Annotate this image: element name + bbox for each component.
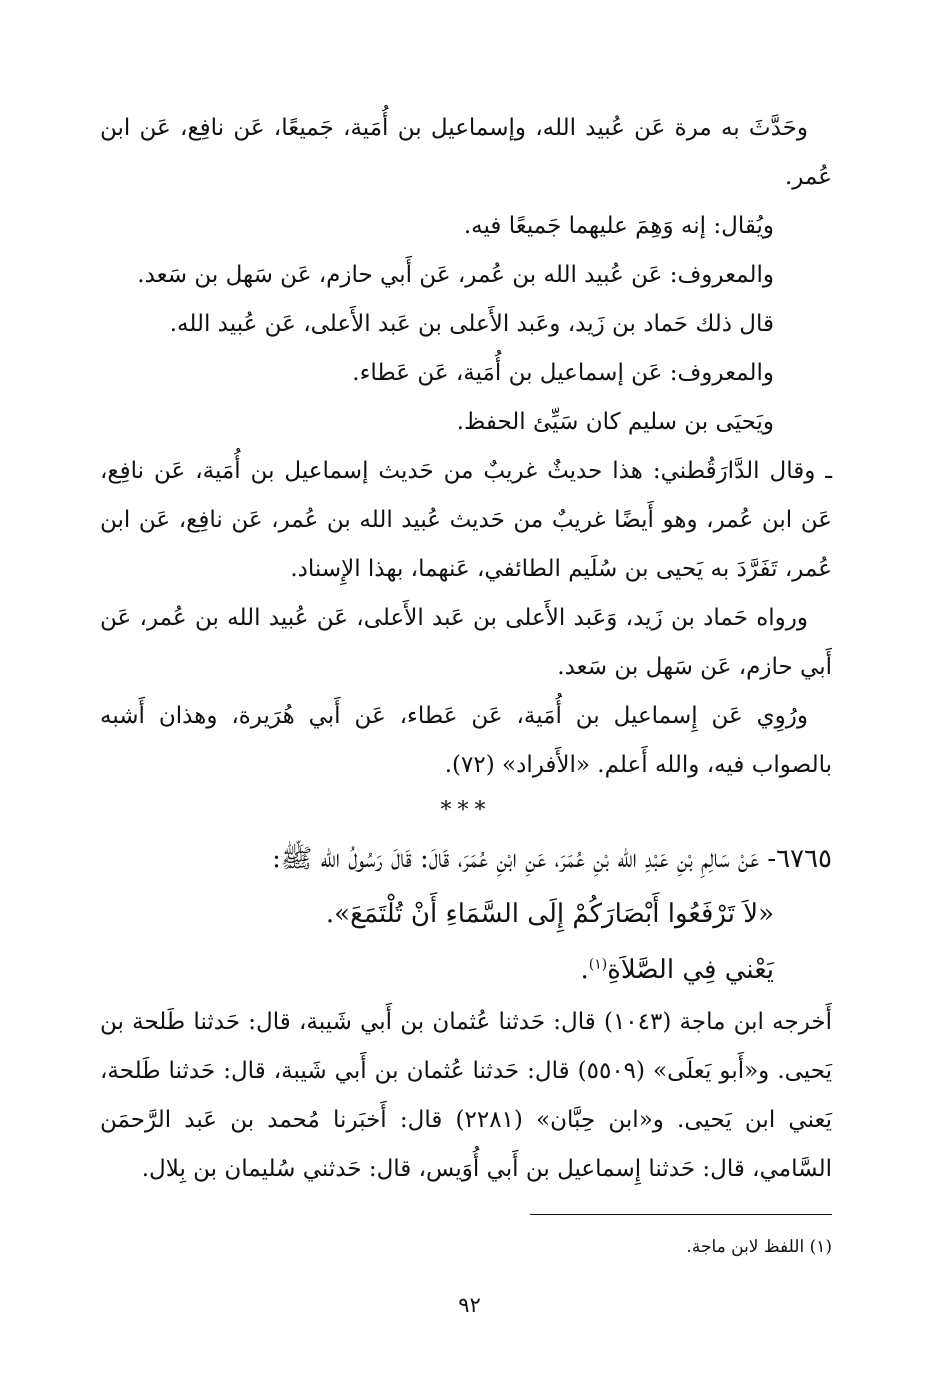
paragraph-5: والمعروف: عَن إسماعيل بن أُمَية، عَن عَطاء. [352, 360, 774, 386]
footnote: (١) اللفظ لابن ماجة. [686, 1237, 832, 1257]
paragraph-1: وحَدَّثَ به مرة عَن عُبيد الله، وإسماعيل بن أُمَية، جَميعًا، عَن نافِع، عَن ابن عُمر. [100, 115, 832, 190]
paragraph-7: ـ وقال الدَّارَقُطني: هذا حديثٌ غريبٌ من حَديث إسماعيل بن أُمَية، عَن نافِع، عَن ابن عُمر، وهو أَيضًا غريبٌ من حَديث عُبيد الله بن عُمر، عَن نافِع، عَن ابن عُمر، تَفَرَّدَ به يَحيى بن سُلَيم الطائفي، عَنهما، بهذا الإِسناد. [100, 458, 832, 582]
paragraph-2: ويُقال: إنه وَهِمَ عليهما جَميعًا فيه. [463, 213, 774, 239]
footnote-marker: (١) [588, 956, 608, 973]
footnote-divider [530, 1214, 832, 1215]
main-text [100, 104, 832, 1194]
page-number: ٩٢ [458, 1293, 481, 1317]
paragraph-6: ويَحيَى بن سليم كان سَيِّئ الحفظ. [456, 409, 774, 435]
hadith-explanation-text: يَعْني فِي الصَّلاَةِ [607, 955, 774, 985]
hadith-explanation: يَعْني فِي الصَّلاَةِ$^{(١)}$. [580, 955, 774, 985]
paragraph-3: والمعروف: عَن عُبيد الله بن عُمر، عَن أَبي حازم، عَن سَهل بن سَعد. [137, 262, 774, 288]
section-separator: *** [440, 798, 492, 823]
takhrij-paragraph: أَخرجه ابن ماجة (١٠٤٣) قال: حَدثنا عُثمان بن أَبي شَيبة، قال: حَدثنا طَلحة بن يَحيى. و«أَبو يَعلَى» (٥٥٠٩) قال: حَدثنا عُثمان بن أَبي شَيبة، قال: حَدثنا طَلحة، يَعني ابن يَحيى. و«ابن حِبَّان» (٢٢٨١) قال: أَخبَرنا مُحمد بن عَبد الرَّحمَن السَّامي، قال: حَدثنا إِسماعيل بن أَبي أُوَيس، قال: حَدثني سُليمان بن بِلال. [100, 1009, 833, 1182]
hadith-intro: ٦٧٦٥- عَنْ سَالِمِ بْنِ عَبْدِ الله بْنِ عُمَرَ، عَنِ ابْنِ عُمَرَ، قَالَ: قَالَ رَسُولُ الله ﷺ: [272, 844, 832, 874]
paragraph-9: ورُوِي عَن إِسماعيل بن أُمَية، عَن عَطاء، عَن أَبي هُرَيرة، وهذان أَشبه بالصواب فيه، والله أَعلم. «الأَفراد» (٧٢). [100, 703, 832, 778]
paragraph-4: قال ذلك حَماد بن زَيد، وعَبد الأَعلى بن عَبد الأَعلى، عَن عُبيد الله. [169, 311, 774, 337]
hadith-quote: «لاَ تَرْفَعُوا أَبْصَارَكُمْ إِلَى السَّمَاءِ أَنْ تُلْتَمَعَ». [325, 899, 774, 929]
paragraph-8: ورواه حَماد بن زَيد، وَعَبد الأَعلى بن عَبد الأَعلى، عَن عُبيد الله بن عُمر، عَن أَبي حازم، عَن سَهل بن سَعد. [100, 605, 832, 680]
